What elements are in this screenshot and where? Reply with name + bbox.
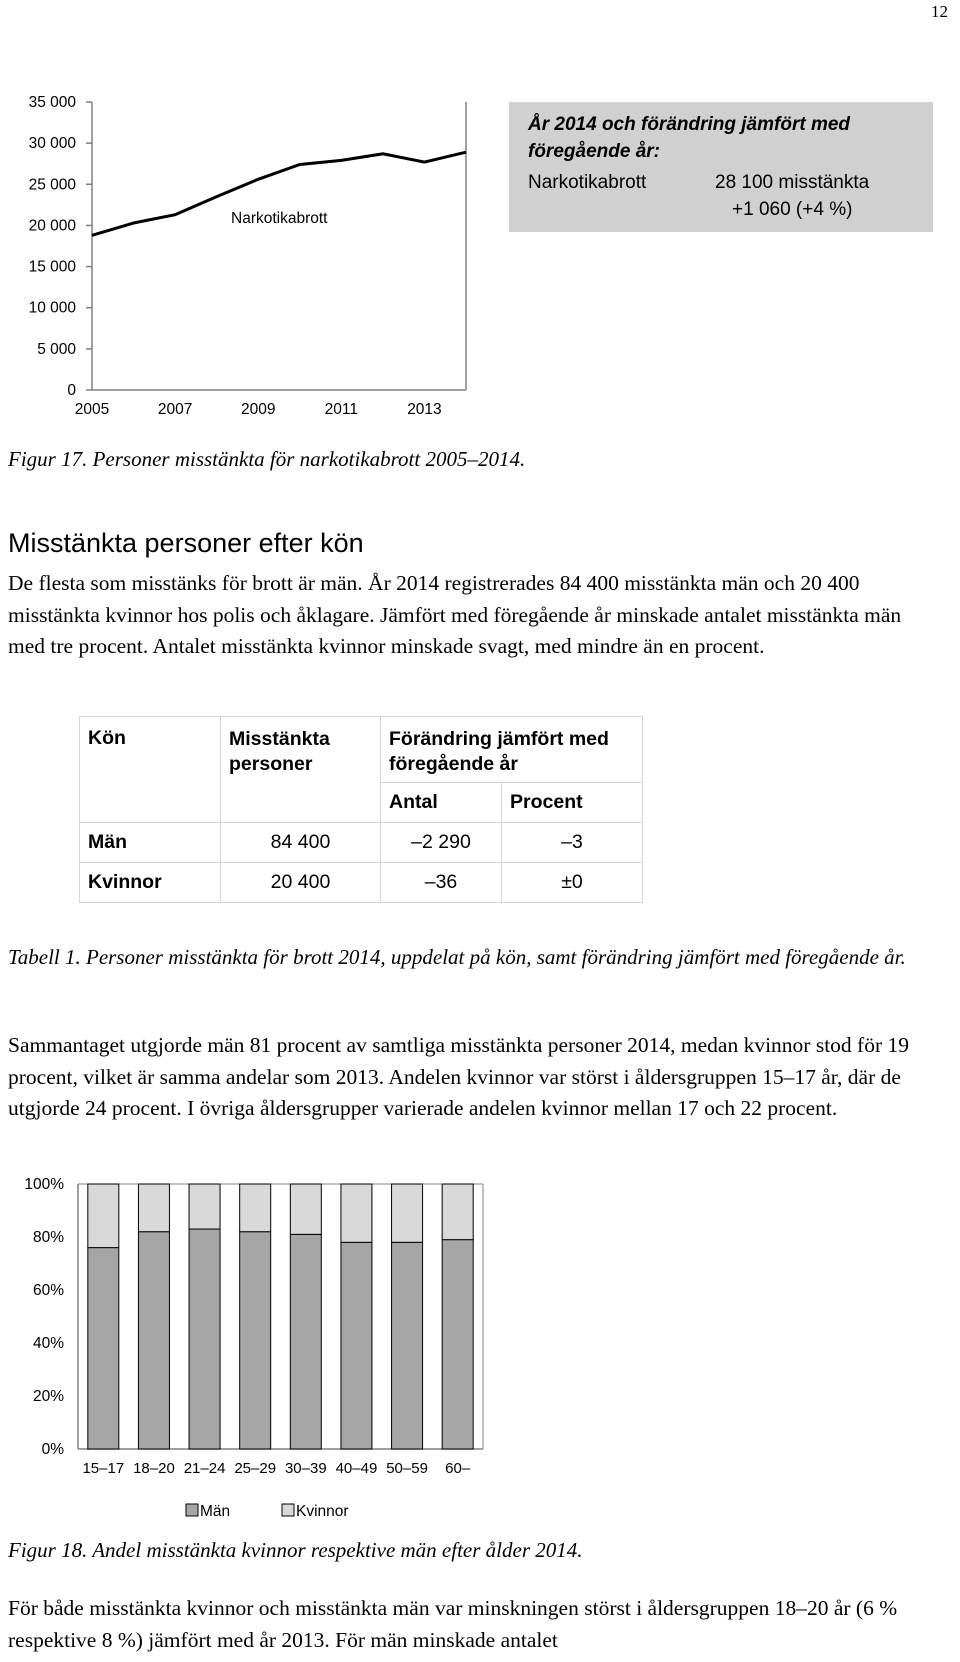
x-tick-label: 2011 (324, 401, 359, 418)
stacked-bar-chart-gender-age (0, 1175, 500, 1530)
y-tick-label: 100% (24, 1176, 64, 1193)
bar-kvinnor (442, 1184, 473, 1240)
bar-man (138, 1232, 169, 1449)
bar-kvinnor (88, 1184, 119, 1248)
paragraph-2: Sammantaget utgjorde män 81 procent av samtliga misstänkta personer 2014, medan kvinnor stod för 19 procent, vilket är samma andelar som 2013. Andelen kvinnor var störst i åldersgruppen 15–17 år, där de utgjorde 24 procent. I övriga åldersgrupper varierade andelen kvinnor mellan 17 och 22 procent. (8, 1033, 910, 1120)
x-tick-label: 60– (445, 1460, 471, 1477)
table-caption: Tabell 1. Personer misstänkta för brott 2014, uppdelat på kön, samt förändring jämfört med föregående år. (8, 945, 906, 969)
header-antal: Antal (381, 783, 502, 823)
legend-label-kvinnor: Kvinnor (296, 1503, 349, 1520)
y-tick-label: 25 000 (28, 176, 76, 194)
cell-personer: 84 400 (221, 823, 381, 863)
bar-kvinnor (392, 1184, 423, 1242)
table-row (80, 823, 643, 863)
bar-man (341, 1242, 372, 1449)
x-tick-label: 50–59 (386, 1460, 428, 1477)
suspects-table (79, 716, 643, 903)
y-tick-label: 20 000 (28, 217, 76, 235)
bar-kvinnor (341, 1184, 372, 1242)
bar-man (442, 1240, 473, 1449)
x-tick-label: 2009 (240, 401, 276, 418)
bar-man (392, 1242, 423, 1449)
bar-man (189, 1229, 220, 1449)
header-forandring: Förändring jämfört med föregående år (381, 717, 643, 783)
legend-swatch-man (186, 1504, 198, 1516)
header-procent: Procent (502, 783, 643, 823)
cell-procent: –3 (502, 823, 643, 863)
figure18-caption: Figur 18. Andel misstänkta kvinnor respektive män efter ålder 2014. (8, 1538, 583, 1562)
bar-man (240, 1232, 271, 1449)
bar-man (290, 1234, 321, 1449)
y-tick-label: 40% (32, 1335, 64, 1352)
figure17-caption: Figur 17. Personer misstänkta för narkotikabrott 2005–2014. (8, 447, 526, 471)
section-heading: Misstänkta personer efter kön (8, 528, 364, 558)
bar-kvinnor (189, 1184, 220, 1229)
y-tick-label: 60% (32, 1282, 64, 1299)
y-tick-label: 5 000 (37, 340, 76, 358)
header-misstankta: Misstänkta personer (221, 717, 381, 823)
y-tick-label: 10 000 (28, 299, 76, 317)
x-tick-label: 30–39 (284, 1460, 327, 1477)
header-kon: Kön (80, 717, 221, 823)
x-tick-label: 18–20 (133, 1460, 175, 1477)
infobox-title: År 2014 och förändring jämfört med föregående år: (528, 114, 851, 162)
x-tick-label: 2007 (157, 401, 193, 418)
cell-personer: 20 400 (221, 863, 381, 903)
paragraph-3: För både misstänkta kvinnor och misstänkta män var minskningen störst i åldersgruppen 18–20 år (6 % respektive 8 %) jämfört med år 2013. För män minskade antalet (8, 1596, 898, 1652)
bar-kvinnor (138, 1184, 169, 1232)
summary-infobox (509, 102, 933, 232)
y-tick-label: 15 000 (28, 258, 76, 276)
cell-procent: ±0 (502, 863, 643, 903)
x-tick-label: 40–49 (335, 1460, 378, 1477)
paragraph-1: De flesta som misstänks för brott är män. År 2014 registrerades 84 400 misstänkta män och 20 400 misstänkta kvinnor hos polis och åklagare. Jämfört med föregående år minskade antalet misstänkta män med tre procent. Antalet misstänkta kvinnor minskade svagt, med mindre än en procent. (8, 571, 902, 658)
bar-man (88, 1248, 119, 1449)
x-tick-label: 15–17 (82, 1460, 125, 1477)
legend-label-man: Män (200, 1503, 231, 1520)
y-tick-label: 0 (67, 382, 76, 399)
cell-antal: –36 (381, 863, 502, 903)
x-tick-label: 21–24 (183, 1460, 226, 1477)
line-chart-narkotikabrott (0, 88, 470, 418)
page-number: 12 (931, 2, 948, 21)
cell-antal: –2 290 (381, 823, 502, 863)
x-tick-label: 25–29 (234, 1460, 277, 1477)
y-tick-label: 80% (32, 1229, 64, 1246)
series-label: Narkotikabrott (231, 210, 328, 227)
x-tick-label: 2013 (407, 401, 442, 418)
infobox-value: 28 100 misstänkta (715, 172, 870, 193)
infobox-change: +1 060 (+4 %) (732, 199, 853, 220)
y-tick-label: 35 000 (28, 94, 76, 111)
infobox-category: Narkotikabrott (528, 172, 647, 193)
bar-kvinnor (240, 1184, 271, 1232)
table-row (80, 863, 643, 903)
chart-legend (186, 1503, 349, 1520)
x-tick-label: 2005 (74, 401, 110, 418)
row-label: Män (80, 823, 221, 863)
y-tick-label: 30 000 (28, 135, 76, 153)
row-label: Kvinnor (80, 863, 221, 903)
y-tick-label: 20% (32, 1388, 64, 1405)
bar-kvinnor (290, 1184, 321, 1234)
y-tick-label: 0% (41, 1441, 64, 1458)
legend-swatch-kvinnor (282, 1504, 294, 1516)
